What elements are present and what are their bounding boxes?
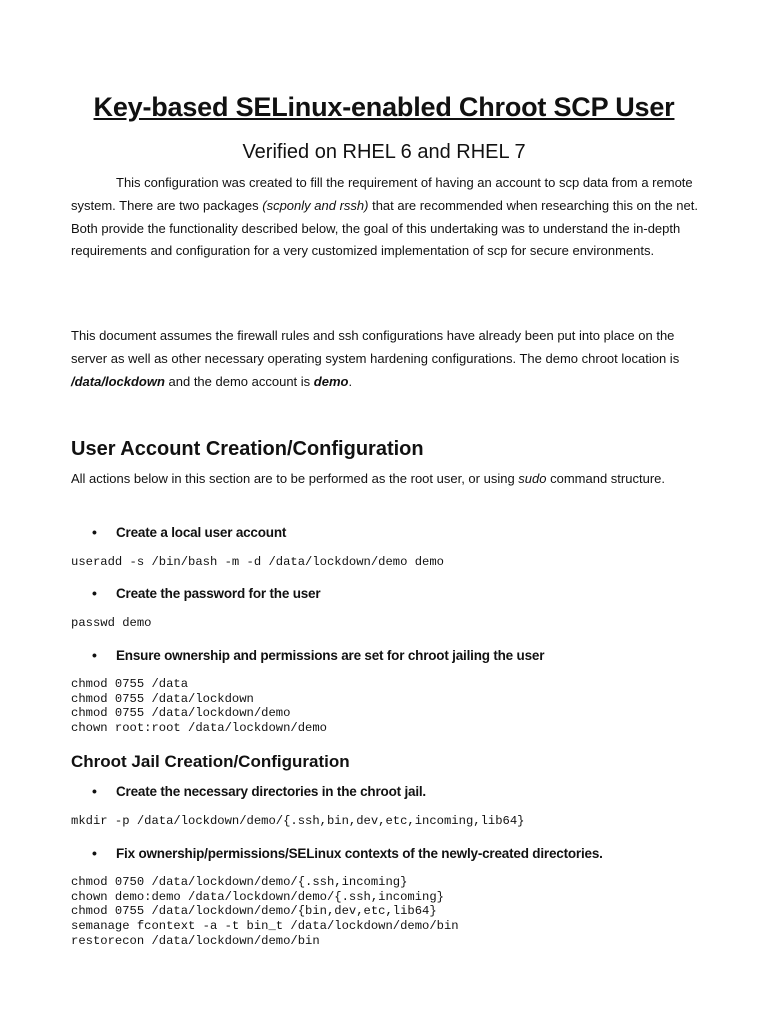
demo-account: demo bbox=[313, 373, 349, 389]
assumptions-text-mid: and the demo account is bbox=[164, 373, 314, 389]
bullet-glyph: • bbox=[92, 524, 97, 540]
document-subtitle: Verified on RHEL 6 and RHEL 7 bbox=[242, 141, 526, 163]
step-ownership-permissions bbox=[92, 647, 544, 663]
user-desc-start: All actions below in this section are to be performed as the root user, or using bbox=[71, 471, 519, 486]
intro-packages: (scponly and rssh) bbox=[262, 197, 369, 213]
code-block: chmod 0750 /data/lockdown/demo/{.ssh,incoming} chown demo:demo /data/lockdown/demo/{.ssh,incoming} chmod 0755 /data/lockdown/demo/{bin,dev,etc,lib64} semanage fcontext -a -t bin_t /data/lockdown/demo/bin restorecon /data/lockdown/demo/bin bbox=[71, 875, 459, 948]
step-label: Ensure ownership and permissions are set for chroot jailing the user bbox=[116, 648, 545, 663]
code-block: passwd demo bbox=[71, 616, 152, 630]
assumptions-text-start: This document assumes the firewall rules and ssh configurations have already been put into place on the server as well as other necessary operating system hardening configurations. The demo chroot location is bbox=[71, 328, 680, 366]
bullet-glyph: • bbox=[92, 647, 97, 663]
bullet-glyph: • bbox=[92, 585, 97, 601]
code-block: chmod 0755 /data chmod 0755 /data/lockdown chmod 0755 /data/lockdown/demo chown root:root /data/lockdown/demo bbox=[71, 677, 327, 736]
user-desc-sudo: sudo bbox=[518, 471, 547, 486]
step-label: Create the necessary directories in the chroot jail. bbox=[116, 784, 426, 799]
step-fix-contexts bbox=[92, 845, 603, 861]
intro-text-end: that are recommended when researching this on the net. Both provide the functionality described below, the goal of this undertaking was to understand the in-depth requirements and configuration for a very customized implementation of scp for secure environments. bbox=[71, 197, 698, 259]
step-label: Fix ownership/permissions/SELinux contexts of the newly-created directories. bbox=[116, 846, 603, 861]
assumptions-paragraph bbox=[71, 325, 699, 393]
intro-paragraph bbox=[71, 172, 699, 263]
step-create-password bbox=[92, 585, 320, 601]
section-heading-chroot-jail: Chroot Jail Creation/Configuration bbox=[71, 752, 350, 771]
intro-text-start: This configuration was created to fill the requirement of having an account to scp data from a remote system. There are two packages bbox=[71, 175, 693, 213]
step-create-directories bbox=[92, 783, 426, 799]
user-desc-end: command structure. bbox=[546, 471, 665, 486]
bullet-glyph: • bbox=[92, 845, 97, 861]
document-title: Key-based SELinux-enabled Chroot SCP User bbox=[93, 92, 675, 122]
step-label: Create the password for the user bbox=[116, 586, 321, 601]
chroot-location: /data/lockdown bbox=[71, 373, 165, 389]
code-block: useradd -s /bin/bash -m -d /data/lockdown/demo demo bbox=[71, 555, 444, 569]
section-user-description bbox=[71, 468, 699, 491]
step-create-user bbox=[92, 524, 286, 540]
bullet-glyph: • bbox=[92, 783, 97, 799]
section-heading-user-account: User Account Creation/Configuration bbox=[71, 438, 424, 460]
assumptions-text-end: . bbox=[348, 373, 353, 389]
step-label: Create a local user account bbox=[116, 525, 287, 540]
code-block: mkdir -p /data/lockdown/demo/{.ssh,bin,dev,etc,incoming,lib64} bbox=[71, 814, 525, 828]
